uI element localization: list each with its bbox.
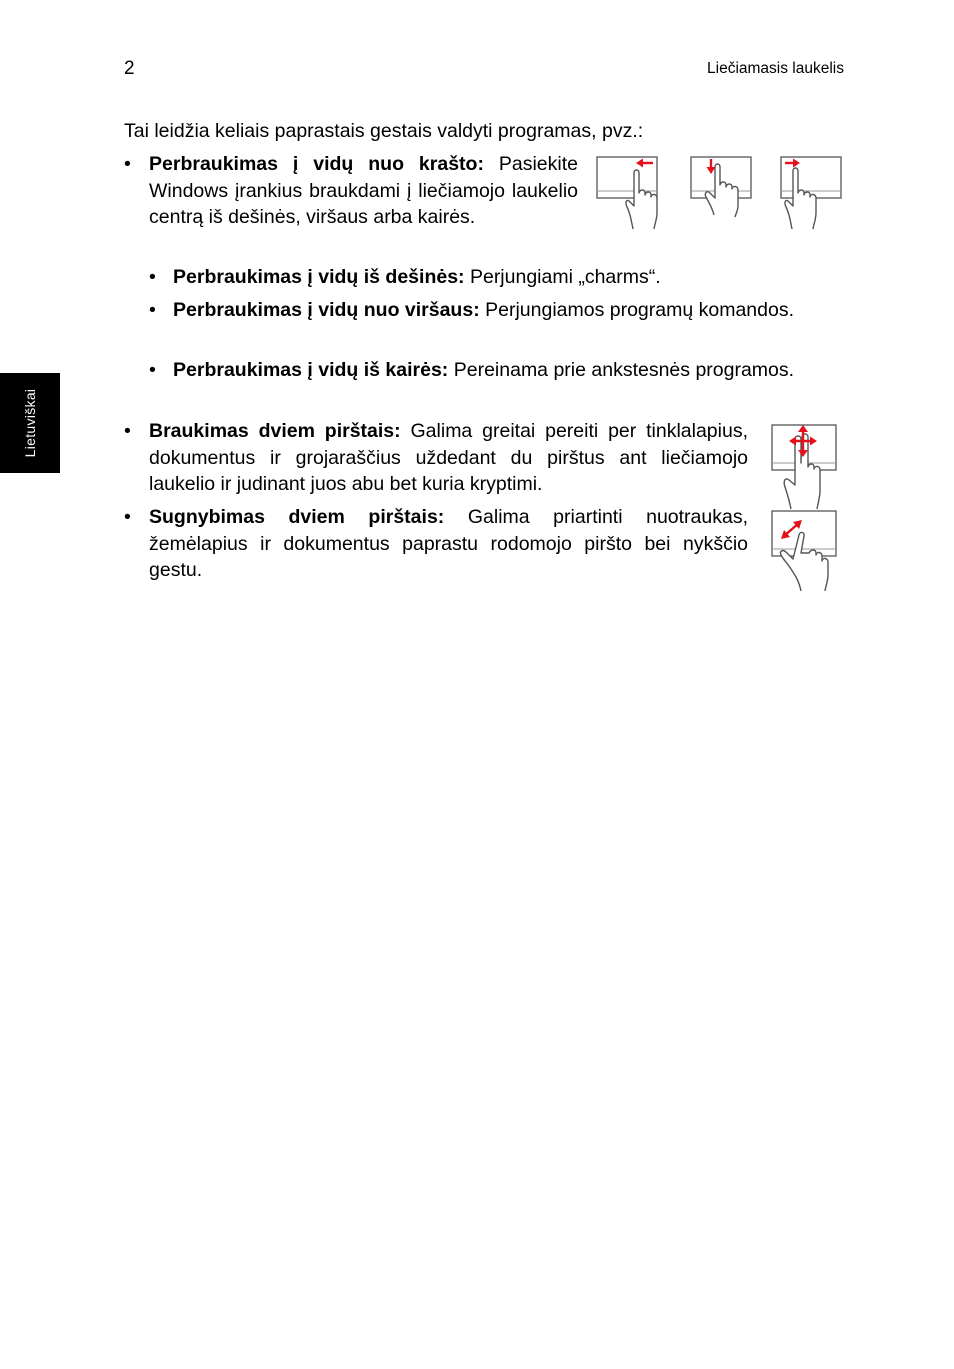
bullet: • [124,506,131,528]
sub-item-title: Perbraukimas į vidų nuo viršaus: [173,299,480,321]
list-item-pinch [149,504,748,584]
bullet: • [124,420,131,442]
two-finger-scroll-icon [771,423,841,511]
bullet: • [124,153,131,175]
sub-item-title: Perbraukimas į vidų iš dešinės: [173,266,465,288]
item-title: Sugnybimas dviem pirštais: [149,506,445,528]
intro-paragraph: Tai leidžia keliais paprastais gestais valdyti programas, pvz.: [124,120,644,142]
sub-bullet: • [149,299,156,321]
sub-item-text: Perjungiamos programų komandos. [479,299,795,321]
page-number: 2 [124,58,135,79]
sub-item-swipe-right [173,264,844,291]
sub-item-title: Perbraukimas į vidų iš kairės: [173,359,449,381]
sub-item-swipe-top [173,297,844,324]
item-text: Pasiekite Windows įrankius braukdami į liečiamojo laukelio centrą iš dešinės, viršaus arba kairės. [149,153,579,228]
item-title: Perbraukimas į vidų nuo krašto: [149,153,484,175]
sub-item-text: Perjungiami „charms“. [464,266,661,288]
sub-bullet: • [149,266,156,288]
swipe-from-top-icon [690,155,766,231]
language-tab-label: Lietuviškai [22,388,38,458]
language-tab [0,373,60,473]
swipe-from-left-icon [780,155,856,231]
sub-bullet: • [149,359,156,381]
item-title: Braukimas dviem pirštais: [149,420,401,442]
list-item-edge-swipe [149,151,578,231]
item-text: Galima greitai pereiti per tinklalapius, dokumentus ir grojaraščius uždedant du pirštus ant liečiamojo laukelio ir judinant juos abu bet kuria kryptimi. [149,420,748,495]
running-title: Liečiamasis laukelis [707,60,844,77]
item-text: Galima priartinti nuotraukas, žemėlapius ir dokumentus paprastu rodomojo piršto bei nykščio gestu. [149,506,749,581]
list-item-two-finger-scroll [149,418,748,498]
pinch-zoom-icon [771,509,841,593]
sub-item-swipe-left [173,357,844,384]
swipe-from-right-icon [596,155,672,231]
sub-item-text: Pereinama prie ankstesnės programos. [448,359,795,381]
